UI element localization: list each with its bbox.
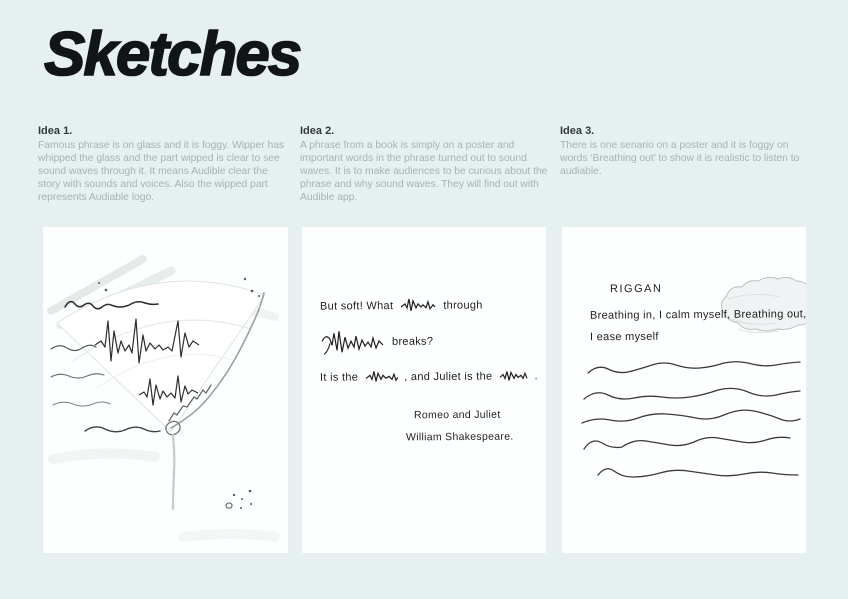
scenario-sound-waves — [582, 362, 800, 477]
idea-1-body: Famous phrase is on glass and it is foggy. Wipper has whipped the glass and the part wipped is clear to see sound waves through it. It means Audible clear the story with sounds and voices. Also the wipped part represents Audiable logo. — [38, 140, 285, 203]
phrase-line-2 — [320, 327, 433, 358]
scenario-line1-text: Breathing in, I calm myself, Breathing out, — [589, 308, 807, 322]
idea-2-body: A phrase from a book is simply on a poster and important words in the phrase turned out to sound waves. It is to make audiences to be curious about the phrase and why sound waves. They will find out with Audible app. — [300, 140, 548, 203]
idea-1-heading: Idea 1. — [38, 125, 73, 137]
speaker-name-text: RIGGAN — [609, 282, 663, 296]
idea-2-block — [300, 125, 550, 205]
page-title: Sketches — [44, 20, 301, 89]
waveform-word-icon — [399, 297, 437, 315]
phrase-line-1 — [320, 296, 483, 315]
sketch-panel-idea-2 — [302, 227, 546, 553]
fog-cloud-icon — [562, 227, 806, 553]
speaker-name — [610, 283, 662, 295]
sketch-panel-idea-3 — [562, 227, 806, 553]
waveform-word-icon — [320, 327, 386, 357]
sketch-panel-idea-1 — [43, 227, 288, 553]
scenario-line2-text: I ease myself — [589, 330, 659, 344]
idea-3-heading: Idea 3. — [560, 125, 595, 137]
idea-3-block — [560, 125, 816, 179]
phrase-line3-p1: It is the — [319, 371, 359, 384]
phrase-line2-post: breaks? — [391, 335, 434, 348]
foggy-glass-wiper-sketch — [43, 227, 288, 553]
phrase-line1-post: through — [443, 299, 483, 312]
phrase-line3-p3: . — [534, 370, 538, 383]
author-text: William Shakespeare. — [405, 430, 514, 444]
idea-2-heading: Idea 2. — [300, 125, 335, 137]
phrase-line1-pre: But soft! What — [319, 300, 394, 313]
waveform-word-icon — [364, 369, 398, 385]
idea-1-block — [38, 125, 292, 205]
phrase-line3-p2: , and Juliet is the — [404, 370, 493, 384]
attribution-author — [406, 431, 514, 444]
book-title-text: Romeo and Juliet — [413, 408, 501, 422]
waveform-word-icon — [498, 368, 528, 384]
scenario-line-2 — [590, 331, 659, 343]
idea-3-body: There is one senario on a poster and it is foggy on words ‘Breathing out’ to show it is realistic to listen to audiable. — [560, 140, 800, 177]
scenario-line-1 — [590, 308, 807, 322]
attribution-title — [414, 409, 501, 422]
phrase-line-3 — [320, 368, 538, 386]
